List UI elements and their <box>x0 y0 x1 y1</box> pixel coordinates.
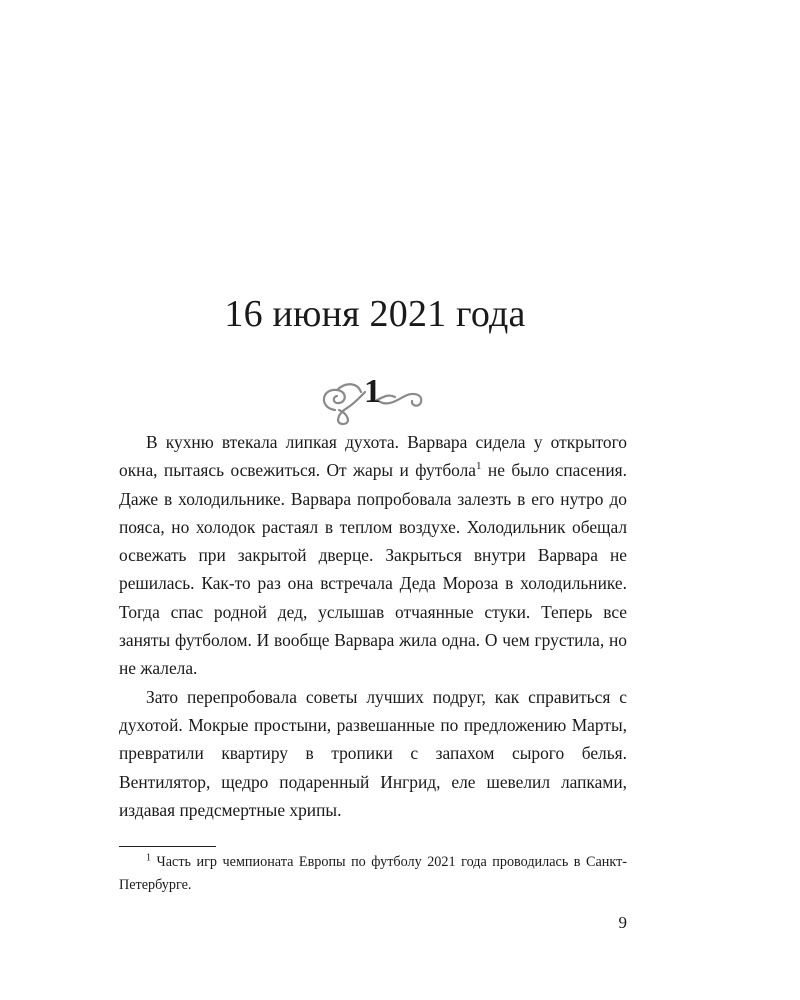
page-number: 9 <box>618 913 627 932</box>
footnote-mark: 1 <box>146 852 151 864</box>
footnote <box>119 851 627 897</box>
chapter-title: 16 июня 2021 года <box>224 293 526 335</box>
footnote-text: Часть игр чемпионата Европы по футболу 2021 года проводилась в Санкт-Петербурге. <box>119 854 627 893</box>
paragraph <box>119 428 627 683</box>
section-heading <box>315 370 430 430</box>
footnote-reference[interactable]: 1 <box>476 460 482 473</box>
paragraph: Зато перепробовала советы лучших подруг, как справиться с духотой. Мокрые простыни, развешанные по предложению Марты, превратили квартиру в тропики с запахом сырого белья. Вентилятор, щедро подаренный Ингрид, еле шевелил лапками, издавая предсмертные хрипы. <box>119 686 627 820</box>
section-number: 1 <box>364 373 381 410</box>
paragraph-text: В кухню втекала липкая духота. Варвара сидела у открытого окна, пытаясь освежиться. От жары и футбола <box>119 432 627 481</box>
footnote-divider <box>119 846 216 847</box>
paragraph-text: не было спасения. Даже в холодильнике. Варвара попробовала залезть в его нутро до пояса, но холодок растаял в теплом воздухе. Холодильник обещал освежать при закрытой дверце. Закрыться внутри Варвара не решилась. Как-то раз она встречала Деда Мороза в холодильнике. Тогда спас родной дед, услышав отчаянные стуки. Теперь все заняты футболом. И вообще Варвара жила одна. О чем грустила, но не жалела. <box>119 460 627 679</box>
chapter-body <box>119 428 627 824</box>
